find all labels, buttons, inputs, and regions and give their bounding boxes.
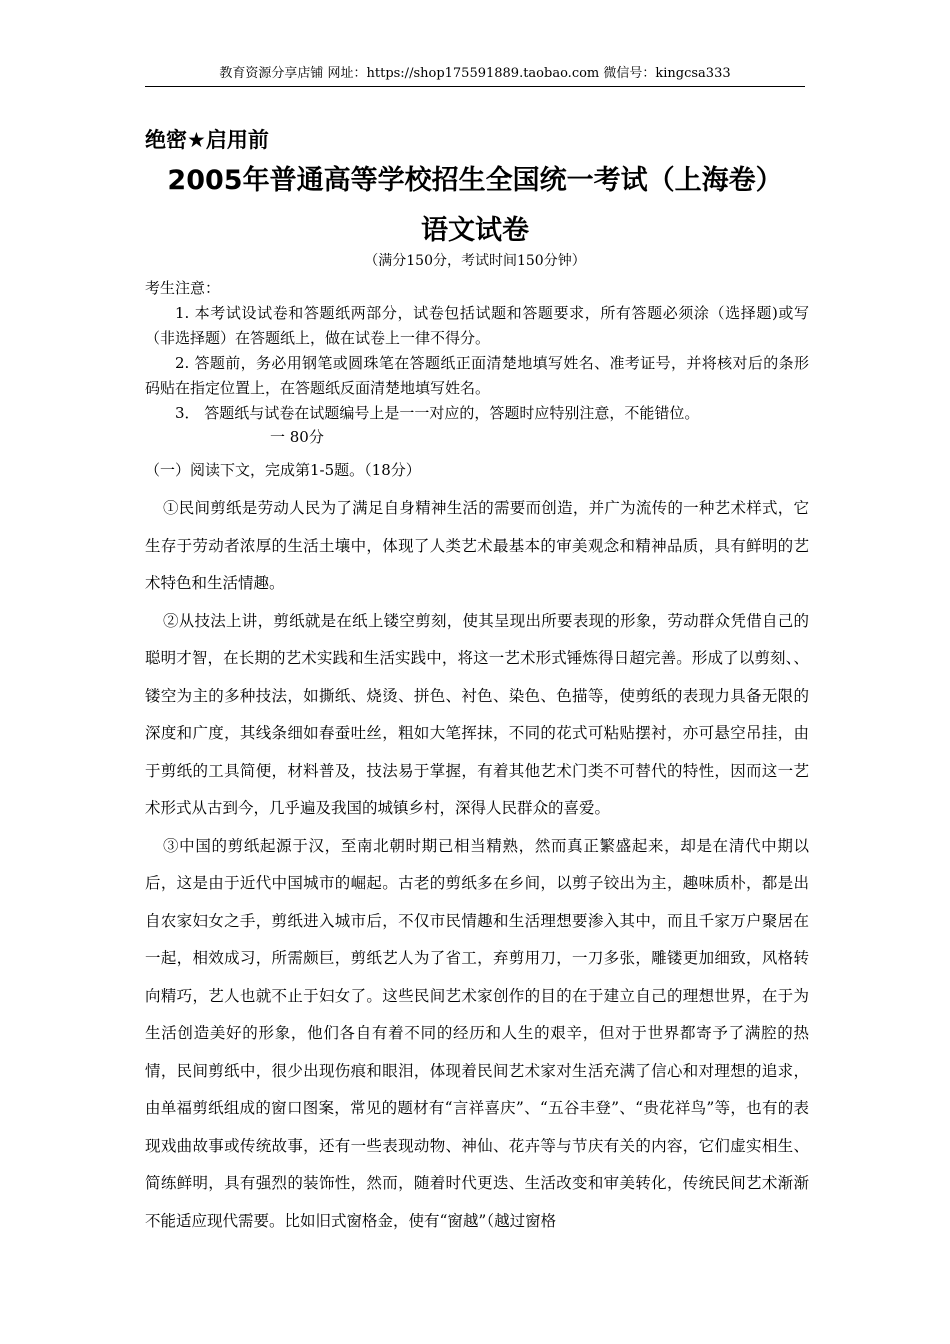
passage-paragraph: ①民间剪纸是劳动人民为了满足自身精神生活的需要而创造，并广为流传的一种艺术样式，它生存于劳动者浓厚的生活土壤中，体现了人类艺术最基本的审美观念和精神品质，具有鲜明的艺术特色和生活情趣。 (145, 499, 809, 592)
notice-heading: 考生注意： (145, 279, 221, 297)
exam-notice (145, 276, 809, 426)
score-note: （满分150分，考试时间150分钟） (364, 253, 586, 269)
part-heading: 一 80分 (270, 428, 324, 446)
exam-subtitle: 语文试卷 (421, 215, 529, 246)
passage-paragraph: ③中国的剪纸起源于汉，至南北朝时期已相当精熟，然而真正繁盛起来，却是在清代中期以后，这是由于近代中国城市的崛起。古老的剪纸多在乡间，以剪子铰出为主，趣味质朴，都是出自农家妇女之手，剪纸进入城市后，不仅市民情趣和生活理想要渗入其中，而且千家万户聚居在一起，相效成习，所需颇巨，剪纸艺人为了省工，弃剪用刀，一刀多张，雕镂更加细致，风格转向精巧，艺人也就不止于妇女了。这些民间艺术家创作的目的在于建立自己的理想世界，在于为生活创造美好的形象，他们各自有着不同的经历和人生的艰辛，但对于世界都寄予了满腔的热情，民间剪纸中，很少出现伤痕和眼泪，体现着民间艺术家对生活充满了信心和对理想的追求，由单福剪纸组成的窗口图案，常见的题材有“言祥喜庆”、“五谷丰登”、“贵花祥鸟”等，也有的表现戏曲故事或传统故事，还有一些表现动物、神仙、花卉等与节庆有关的内容，它们虚实相生、简练鲜明，具有强烈的装饰性，然而，随着时代更迭、生活改变和审美转化，传统民间艺术渐渐不能适应现代需要。比如旧式窗格金，使有“窗越”（越过窗格 (145, 836, 809, 1230)
notice-item: 3． 答题纸与试卷在试题编号上是一一对应的，答题时应特别注意，不能错位。 (175, 404, 700, 422)
secret-label: 绝密★启用前 (145, 128, 269, 152)
notice-item: 2. 答题前，务必用钢笔或圆珠笔在答题纸正面清楚地填写姓名、准考证号，并将核对后的条形码贴在指定位置上，在答题纸反面清楚地填写姓名。 (145, 354, 809, 397)
notice-item: 1. 本考试设试卷和答题纸两部分，试卷包括试题和答题要求，所有答题必须涂（选择题)或写（非选择题）在答题纸上，做在试卷上一律不得分。 (145, 304, 809, 347)
exam-title: 2005年普通高等学校招生全国统一考试（上海卷） (167, 165, 783, 196)
reading-passage (145, 490, 809, 1240)
passage-paragraph: ②从技法上讲，剪纸就是在纸上镂空剪刻，使其呈现出所要表现的形象，劳动群众凭借自己的聪明才智，在长期的艺术实践和生活实践中，将这一艺术形式锤炼得日超完善。形成了以剪刻、、镂空为主的多种技法，如撕纸、烧烫、拼色、衬色、染色、色描等，使剪纸的表现力具备无限的深度和广度，其线条细如春蚕吐丝，粗如大笔挥抹，不同的花式可粘贴摆衬，亦可悬空吊挂，由于剪纸的工具简便，材料普及，技法易于掌握，有着其他艺术门类不可替代的特性，因而这一艺术形式从古到今，几乎遍及我国的城镇乡村，深得人民群众的喜爱。 (145, 611, 809, 817)
section-heading: （一）阅读下文，完成第1-5题。（18分） (145, 461, 421, 479)
page-header: 教育资源分享店铺 网址：https://shop175591889.taobao.com 微信号：kingcsa333 (145, 64, 805, 87)
